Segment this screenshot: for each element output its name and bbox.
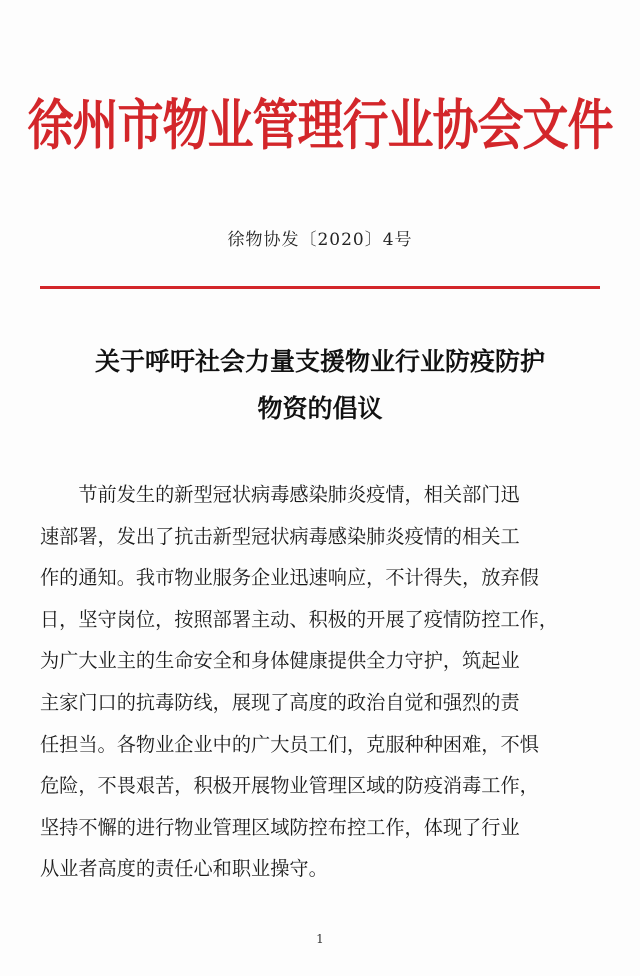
body-line: 速部署，发出了抗击新型冠状病毒感染肺炎疫情的相关工 bbox=[40, 524, 520, 548]
body-paragraph bbox=[40, 474, 605, 890]
body-line: 日，坚守岗位，按照部署主动、积极的开展了疫情防控工作， bbox=[40, 607, 559, 631]
page-number: 1 bbox=[316, 932, 324, 946]
body-line: 危险，不畏艰苦，积极开展物业管理区域的防疫消毒工作， bbox=[40, 774, 539, 798]
body-line: 从业者高度的责任心和职业操守。 bbox=[40, 857, 328, 881]
body-line: 主家门口的抗毒防线，展现了高度的政治自觉和强烈的责 bbox=[40, 690, 520, 714]
document-number: 徐物协发〔2020〕4号 bbox=[227, 230, 413, 250]
body-line: 作的通知。我市物业服务企业迅速响应，不计得失，放弃假 bbox=[40, 566, 539, 590]
document-title bbox=[20, 338, 620, 432]
red-divider-line bbox=[40, 286, 600, 289]
body-line: 节前发生的新型冠状病毒感染肺炎疫情，相关部门迅 bbox=[40, 483, 520, 506]
title-line-2: 物资的倡议 bbox=[257, 394, 383, 423]
body-line: 坚持不懈的进行物业管理区域防控布控工作，体现了行业 bbox=[40, 815, 520, 839]
body-line: 任担当。各物业企业中的广大员工们，克服种种困难，不惧 bbox=[40, 732, 539, 756]
org-masthead-title: 徐州市物业管理行业协会文件 bbox=[27, 93, 613, 158]
body-line: 为广大业主的生命安全和身体健康提供全力守护，筑起业 bbox=[40, 649, 520, 673]
title-line-1: 关于呼吁社会力量支援物业行业防疫防护 bbox=[94, 347, 545, 376]
